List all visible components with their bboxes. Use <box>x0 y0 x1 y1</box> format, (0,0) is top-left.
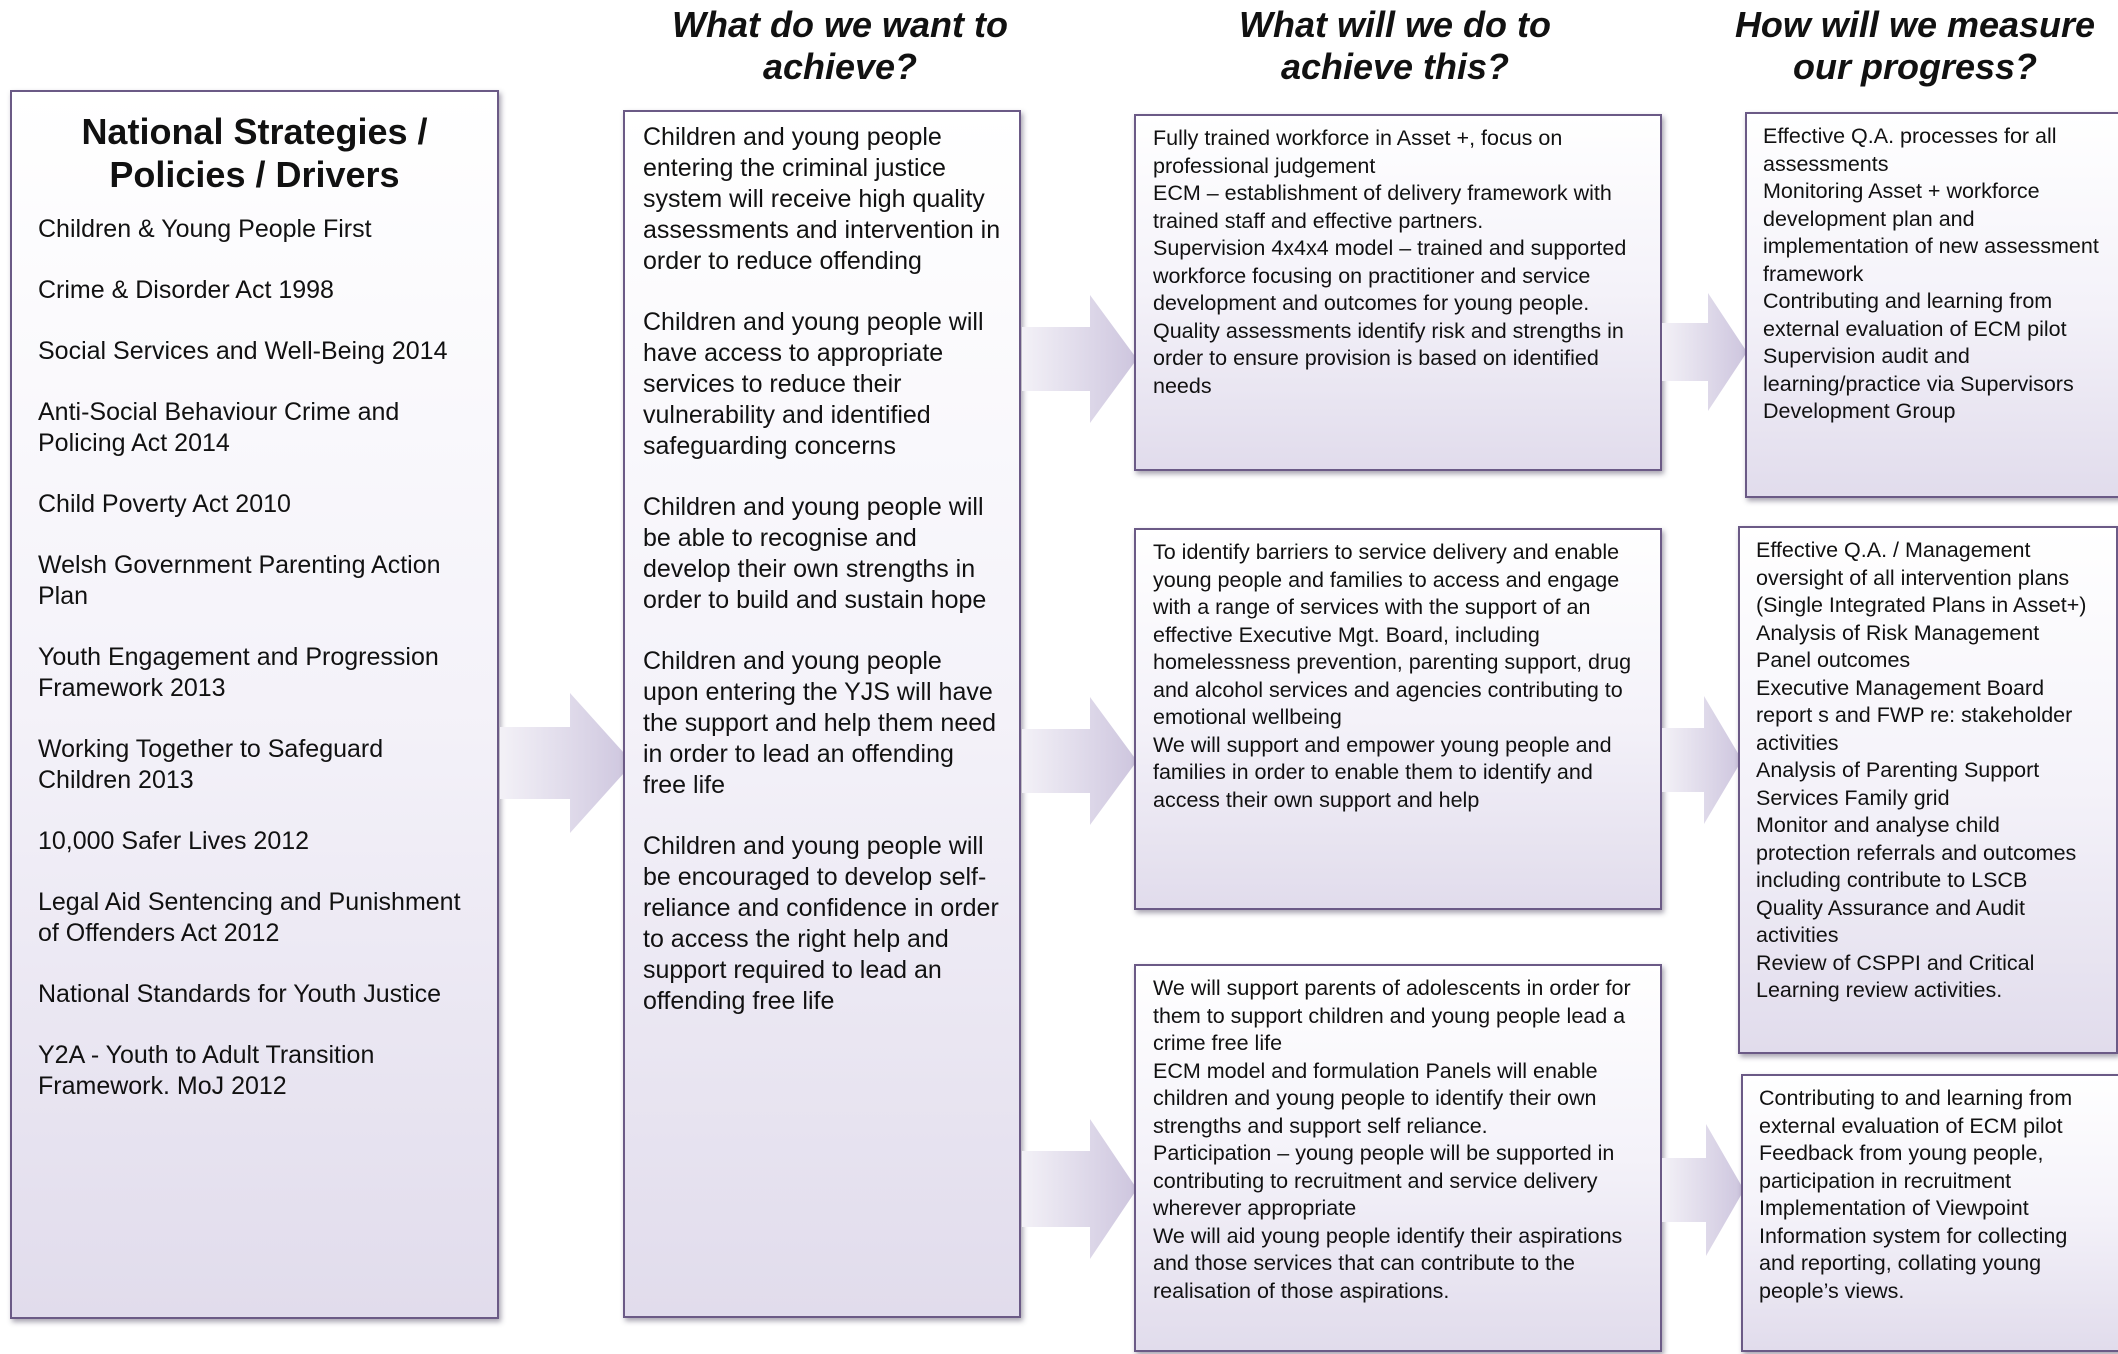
driver-item: Children & Young People First <box>38 215 372 243</box>
driver-item: 10,000 Safer Lives 2012 <box>38 827 310 855</box>
drivers-box <box>10 90 499 1319</box>
driver-item: Working Together to Safeguard Children 2013 <box>38 735 384 794</box>
measure-item: Monitor and analyse child protection referrals and outcomes including contribute to LSCB Quality Assurance and Audit activities <box>1756 813 2077 947</box>
heading-how-measure: How will we measure our progress? <box>1734 4 2096 87</box>
driver-item: National Standards for Youth Justice <box>38 980 442 1008</box>
arrow-do-to-measure-3 <box>1662 1124 1744 1256</box>
arrow-drivers-to-achieve <box>500 693 633 833</box>
arrow-achieve-to-do-3 <box>1022 1119 1137 1259</box>
achieve-item: Children and young people will be able to recognise and develop their own strengths in order to build and sustain hope <box>643 493 987 614</box>
action-item: Quality assessments identify risk and strengths in order to ensure provision is based on identified needs <box>1153 318 1624 398</box>
heading-what-to-achieve: What do we want to achieve? <box>672 4 1008 87</box>
measure-item: Implementation of Viewpoint Information system for collecting and reporting, collating young people’s views. <box>1759 1196 2068 1303</box>
heading-what-will-we-do: What will we do to achieve this? <box>1239 4 1551 87</box>
achieve-item: Children and young people entering the criminal justice system will receive high quality assessments and intervention in order to reduce offending <box>643 123 1001 275</box>
driver-item: Anti-Social Behaviour Crime and Policing Act 2014 <box>38 398 400 457</box>
achieve-box <box>623 110 1021 1318</box>
action-item: ECM – establishment of delivery framework with trained staff and effective partners. <box>1153 181 1612 233</box>
action-item: We will support and empower young people and families in order to enable them to identify and access their own support and help <box>1153 732 1612 812</box>
action-item: To identify barriers to service delivery and enable young people and families to access and engage with a range of services with the support of an effective Executive Mgt. Board, including homelessness prevention, parenting support, drug and alcohol services and agencies contributing to emotional wellbeing <box>1153 540 1632 729</box>
action-box-3 <box>1134 964 1662 1352</box>
measure-box-3 <box>1741 1074 2118 1352</box>
achieve-item: Children and young people will have access to appropriate services to reduce their vulnerability and identified safeguarding concerns <box>643 308 984 460</box>
measure-item: Analysis of Risk Management Panel outcomes <box>1756 620 2040 672</box>
drivers-title: National Strategies / Policies / Drivers <box>81 111 428 195</box>
measure-box-1 <box>1745 112 2118 498</box>
action-box-2 <box>1134 528 1662 910</box>
driver-item: Youth Engagement and Progression Framework 2013 <box>38 643 439 702</box>
action-item: ECM model and formulation Panels will enable children and young people to identify their own strengths and support self reliance. <box>1153 1058 1598 1138</box>
measure-item: Executive Management Board report s and FWP re: stakeholder activities <box>1756 675 2073 755</box>
arrow-do-to-measure-1 <box>1662 293 1747 411</box>
arrow-achieve-to-do-2 <box>1022 697 1137 825</box>
arrow-do-to-measure-2 <box>1662 696 1742 824</box>
measure-item: Contributing to and learning from external evaluation of ECM pilot <box>1759 1086 2073 1138</box>
measure-item: Review of CSPPI and Critical Learning review activities. <box>1756 950 2035 1002</box>
measure-item: Effective Q.A. processes for all assessments <box>1763 124 2057 176</box>
action-box-1 <box>1134 114 1662 471</box>
action-item: We will aid young people identify their aspirations and those services that can contribute to the realisation of those aspirations. <box>1153 1223 1623 1303</box>
driver-item: Child Poverty Act 2010 <box>38 490 291 518</box>
measure-item: Supervision audit and learning/practice via Supervisors Development Group <box>1763 344 2074 423</box>
measure-item: Feedback from young people, participation in recruitment <box>1759 1141 2044 1193</box>
driver-item: Y2A - Youth to Adult Transition Framework. MoJ 2012 <box>38 1041 375 1100</box>
measure-item: Contributing and learning from external evaluation of ECM pilot <box>1763 289 2067 341</box>
measure-box-2 <box>1738 526 2118 1054</box>
driver-item: Welsh Government Parenting Action Plan <box>38 551 441 610</box>
driver-item: Legal Aid Sentencing and Punishment of Offenders Act 2012 <box>38 888 461 947</box>
drivers-list <box>30 214 479 1102</box>
achieve-item: Children and young people will be encouraged to develop self-reliance and confidence in order to access the right help and support required to lead an offending free life <box>643 832 999 1015</box>
arrow-achieve-to-do-1 <box>1022 295 1137 423</box>
measure-item: Monitoring Asset + workforce development plan and implementation of new assessment framework <box>1763 179 2099 286</box>
measure-item: Analysis of Parenting Support Services Family grid <box>1756 758 2040 810</box>
driver-item: Social Services and Well-Being 2014 <box>38 337 448 365</box>
action-item: Fully trained workforce in Asset +, focus on professional judgement <box>1153 126 1563 178</box>
achieve-item: Children and young people upon entering the YJS will have the support and help them need in order to lead an offending free life <box>643 647 997 799</box>
action-item: Supervision 4x4x4 model – trained and supported workforce focusing on practitioner and service development and outcomes for young people. <box>1153 236 1627 315</box>
measure-item: Effective Q.A. / Management oversight of all intervention plans (Single Integrated Plans in Asset+) <box>1756 538 2087 617</box>
driver-item: Crime & Disorder Act 1998 <box>38 276 334 304</box>
action-item: We will support parents of adolescents in order for them to support children and young people lead a crime free life <box>1153 976 1631 1055</box>
action-item: Participation – young people will be supported in contributing to recruitment and service delivery wherever appropriate <box>1153 1141 1615 1220</box>
